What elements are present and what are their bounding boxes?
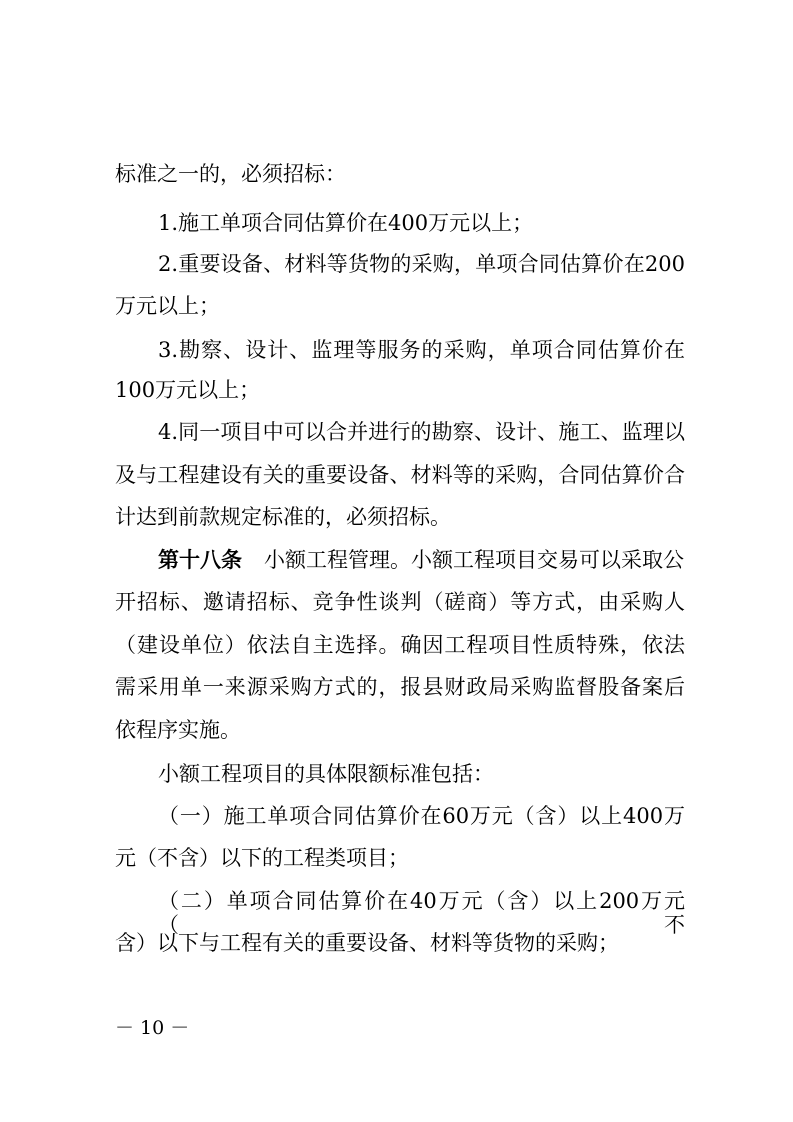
article-line (158, 548, 685, 572)
text-line-7: 4.同一项目中可以合并进行的勘察、设计、施工、监理以 (158, 420, 685, 444)
text-line-17: 元（不含）以下的工程类项目； (115, 846, 409, 870)
text-line-13: 需采用单一来源采购方式的，报县财政局采购监督股备案后 (115, 675, 685, 699)
text-line-16: （一）施工单项合同估算价在60万元（含）以上400万 (158, 804, 685, 828)
text-line-18: （二）单项合同估算价在40万元（含）以上200万元（不 (158, 889, 685, 937)
text-line-12: （建设单位）依法自主选择。确因工程项目性质特殊，依法 (115, 633, 685, 657)
text-line-3: 2.重要设备、材料等货物的采购，单项合同估算价在200 (158, 252, 685, 276)
text-line-8: 及与工程建设有关的重要设备、材料等的采购，合同估算价合 (115, 463, 685, 487)
text-line-4: 万元以上； (115, 294, 220, 318)
page-number: － 10 － (115, 1017, 190, 1039)
text-line-14: 依程序实施。 (115, 718, 241, 742)
text-line-5: 3.勘察、设计、监理等服务的采购，单项合同估算价在 (158, 338, 685, 362)
article-text: 小额工程管理。小额工程项目交易可以采取公 (264, 548, 684, 572)
article-heading: 第十八条 (158, 547, 242, 572)
text-line-15: 小额工程项目的具体限额标准包括： (158, 762, 494, 786)
text-line-1: 标准之一的，必须招标： (115, 162, 346, 186)
text-line-11: 开招标、邀请招标、竞争性谈判（磋商）等方式，由采购人 (115, 590, 685, 614)
text-line-9: 计达到前款规定标准的，必须招标。 (115, 505, 451, 529)
text-line-6: 100万元以上； (115, 378, 261, 402)
text-line-19: 含）以下与工程有关的重要设备、材料等货物的采购； (115, 931, 619, 955)
text-line-2: 1.施工单项合同估算价在400万元以上； (158, 211, 534, 235)
